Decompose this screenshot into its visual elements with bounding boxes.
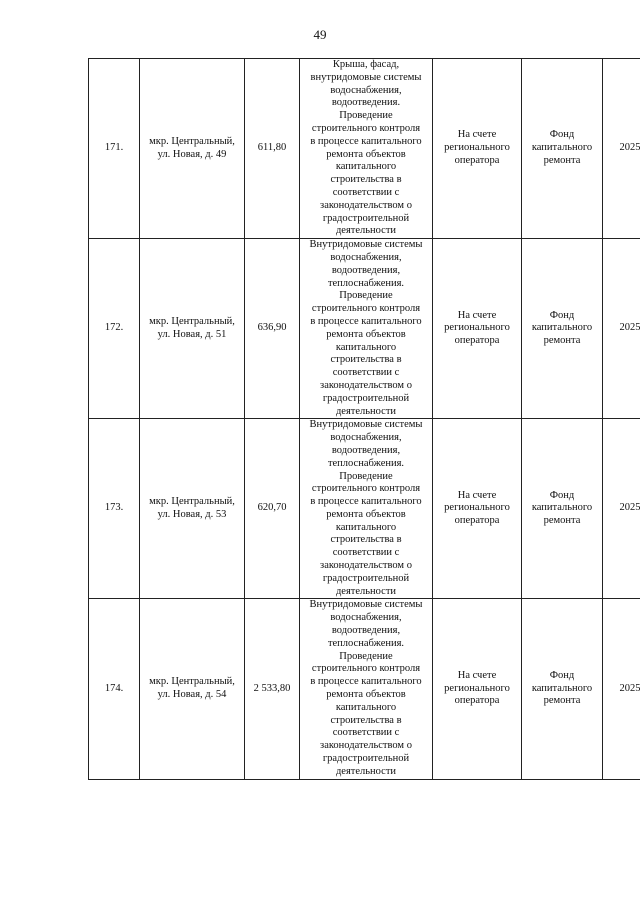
works-line: водоснабжения,	[330, 251, 402, 263]
funding-source-line: капитального	[531, 682, 593, 694]
works-line: в процессе капитального	[310, 496, 422, 508]
address-line: ул. Новая, д. 53	[157, 508, 227, 520]
year-cell: 2025	[603, 599, 640, 779]
funding-source-line: Фонд	[549, 309, 575, 321]
works-line: законодательством о	[320, 560, 412, 572]
works-cell	[300, 59, 433, 239]
works-line: Проведение	[339, 110, 393, 122]
address-cell	[140, 59, 245, 239]
works-line: строительства в	[330, 174, 402, 186]
works-line: соответствии с	[332, 727, 400, 739]
works-line: Внутридомовые системы	[309, 419, 423, 431]
works-line: Проведение	[339, 470, 393, 482]
works-line: теплоснабжения.	[327, 637, 405, 649]
account-cell	[433, 599, 522, 779]
row-number-cell: 171.	[89, 59, 140, 239]
address-line: ул. Новая, д. 49	[157, 148, 227, 160]
account-line: регионального	[444, 502, 510, 514]
works-line: водоотведения,	[331, 625, 401, 637]
works-line: деятельности	[335, 225, 397, 237]
works-line: водоснабжения,	[330, 612, 402, 624]
works-line: Проведение	[339, 650, 393, 662]
row-number-cell: 174.	[89, 599, 140, 779]
account-line: оператора	[454, 515, 500, 527]
works-cell	[300, 599, 433, 779]
works-line: в процессе капитального	[310, 315, 422, 327]
address-line: ул. Новая, д. 54	[157, 689, 227, 701]
works-line: соответствии с	[332, 547, 400, 559]
row-number-cell: 172.	[89, 239, 140, 419]
works-line: водоснабжения,	[330, 432, 402, 444]
works-line: в процессе капитального	[310, 676, 422, 688]
account-line: оператора	[454, 335, 500, 347]
works-line: Внутридомовые системы	[309, 239, 423, 251]
address-line: мкр. Центральный,	[149, 315, 235, 327]
funding-source-cell	[522, 599, 603, 779]
works-line: теплоснабжения.	[327, 457, 405, 469]
funding-source-cell	[522, 239, 603, 419]
table-row	[89, 59, 640, 239]
works-line: деятельности	[335, 585, 397, 597]
funding-source-line: капитального	[531, 502, 593, 514]
table-row	[89, 599, 640, 779]
works-line: строительства в	[330, 534, 402, 546]
works-line: капитального	[335, 521, 397, 533]
works-line: Проведение	[339, 290, 393, 302]
works-line: ремонта объектов	[326, 508, 406, 520]
works-line: Крыша, фасад,	[332, 59, 400, 70]
works-line: капитального	[335, 701, 397, 713]
page-number: 49	[313, 27, 327, 42]
funding-source-line: ремонта	[543, 335, 581, 347]
works-line: ремонта объектов	[326, 328, 406, 340]
works-line: соответствии с	[332, 367, 400, 379]
account-cell	[433, 239, 522, 419]
works-line: капитального	[335, 161, 397, 173]
account-line: регионального	[444, 322, 510, 334]
works-line: законодательством о	[320, 379, 412, 391]
works-line: теплоснабжения.	[327, 277, 405, 289]
works-line: Внутридомовые системы	[309, 599, 423, 611]
table-row	[89, 419, 640, 599]
account-line: оператора	[454, 154, 500, 166]
address-line: мкр. Центральный,	[149, 496, 235, 508]
area-cell: 2 533,80	[245, 599, 300, 779]
funding-source-line: Фонд	[549, 489, 575, 501]
address-line: мкр. Центральный,	[149, 676, 235, 688]
account-line: регионального	[444, 142, 510, 154]
area-cell: 611,80	[245, 59, 300, 239]
works-line: строительного контроля	[311, 122, 421, 134]
area-cell: 620,70	[245, 419, 300, 599]
works-line: строительного контроля	[311, 663, 421, 675]
works-line: ремонта объектов	[326, 689, 406, 701]
works-cell	[300, 419, 433, 599]
capital-repair-table	[88, 58, 640, 780]
works-line: градостроительной	[322, 392, 410, 404]
table-body	[89, 59, 640, 780]
funding-source-line: ремонта	[543, 695, 581, 707]
works-line: градостроительной	[322, 753, 410, 765]
works-line: строительства в	[330, 714, 402, 726]
funding-source-line: Фонд	[549, 669, 575, 681]
works-line: строительного контроля	[311, 483, 421, 495]
works-line: водоотведения,	[331, 264, 401, 276]
works-line: соответствии с	[332, 186, 400, 198]
works-line: капитального	[335, 341, 397, 353]
works-line: деятельности	[335, 765, 397, 777]
works-line: водоснабжения,	[330, 84, 402, 96]
works-line: водоотведения,	[331, 444, 401, 456]
works-line: строительства в	[330, 354, 402, 366]
account-cell	[433, 419, 522, 599]
funding-source-line: капитального	[531, 322, 593, 334]
table-row	[89, 239, 640, 419]
works-line: законодательством о	[320, 740, 412, 752]
works-cell	[300, 239, 433, 419]
funding-source-line: ремонта	[543, 154, 581, 166]
address-cell	[140, 599, 245, 779]
account-line: На счете	[457, 309, 497, 321]
funding-source-line: ремонта	[543, 515, 581, 527]
account-cell	[433, 59, 522, 239]
works-line: строительного контроля	[311, 303, 421, 315]
year-cell: 2025	[603, 59, 640, 239]
year-cell: 2025	[603, 419, 640, 599]
account-line: На счете	[457, 669, 497, 681]
account-line: оператора	[454, 695, 500, 707]
works-line: деятельности	[335, 405, 397, 417]
works-line: градостроительной	[322, 572, 410, 584]
works-line: в процессе капитального	[310, 135, 422, 147]
funding-source-cell	[522, 419, 603, 599]
works-line: водоотведения.	[331, 97, 401, 109]
account-line: На счете	[457, 129, 497, 141]
address-line: мкр. Центральный,	[149, 135, 235, 147]
works-line: внутридомовые системы	[310, 71, 422, 83]
account-line: регионального	[444, 682, 510, 694]
works-line: законодательством о	[320, 199, 412, 211]
year-cell: 2025	[603, 239, 640, 419]
funding-source-line: Фонд	[549, 129, 575, 141]
address-cell	[140, 239, 245, 419]
works-line: градостроительной	[322, 212, 410, 224]
works-line: ремонта объектов	[326, 148, 406, 160]
funding-source-cell	[522, 59, 603, 239]
row-number-cell: 173.	[89, 419, 140, 599]
address-line: ул. Новая, д. 51	[157, 328, 227, 340]
account-line: На счете	[457, 489, 497, 501]
area-cell: 636,90	[245, 239, 300, 419]
address-cell	[140, 419, 245, 599]
funding-source-line: капитального	[531, 142, 593, 154]
